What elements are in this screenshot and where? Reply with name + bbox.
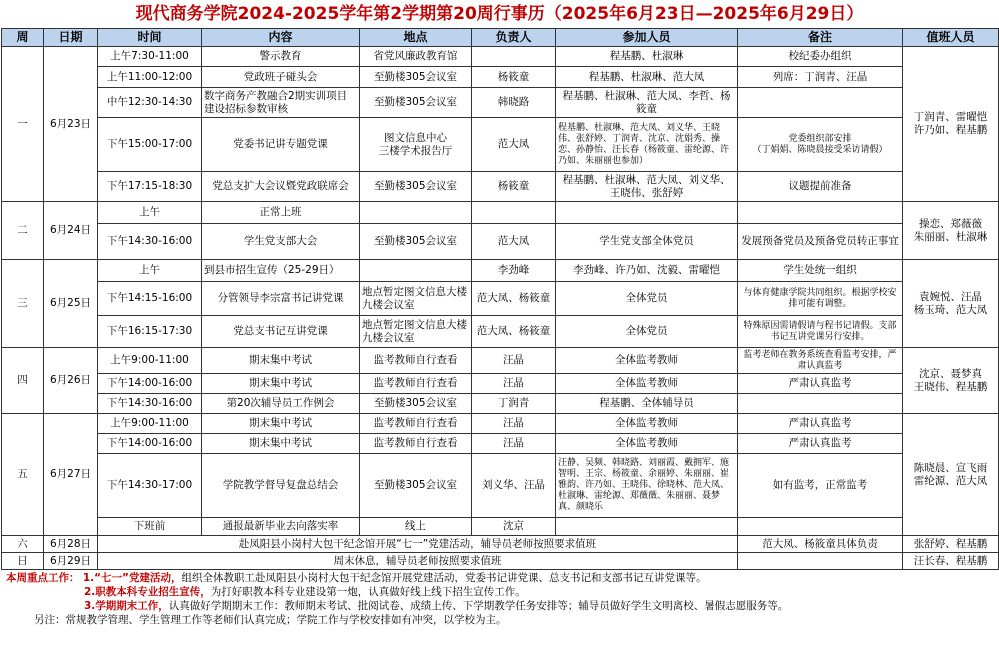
place-cell: 至勤楼305会议室 [360,394,472,414]
focus-item-2-body: 为打好职教本科专业建设第一炮，认真做好线上线下招生宣传工作。 [210,586,526,598]
content-cell: 分管领导李宗富书记讲党课 [202,282,360,316]
weekday-cell: 四 [2,348,44,414]
content-cell: 通报最新毕业去向落实率 [202,518,360,536]
note-cell: 如有监考，正常监考 [738,454,903,518]
time-cell: 下午14:30-16:00 [98,394,202,414]
people-cell: 李劲峰、许乃如、沈毅、雷曜恺 [556,260,738,282]
header-duty: 值班人员 [903,29,999,47]
note-cell: 严肃认真监考 [738,374,903,394]
weekly-focus-notes [0,571,999,627]
people-cell: 程基鹏、杜淑琳、范大凤 [556,67,738,88]
owner-cell: 韩晓路 [472,88,556,118]
table-row [2,172,999,202]
time-cell: 下班前 [98,518,202,536]
note-cell: 校纪委办组织 [738,47,903,67]
time-cell: 下午14:30-16:00 [98,224,202,260]
table-row [2,374,999,394]
people-cell: 程基鹏、杜淑琳、范大凤、李哲、杨筱童 [556,88,738,118]
span-cell: 周末休息，辅导员老师按照要求值班 [98,553,738,570]
time-cell: 上午11:00-12:00 [98,67,202,88]
place-cell: 线上 [360,518,472,536]
owner-cell [472,202,556,224]
people-cell: 全体监考教师 [556,348,738,374]
table-row [2,88,999,118]
place-cell: 至勤楼305会议室 [360,454,472,518]
duty-cell: 袁婉悦、汪晶 杨玉琦、范大凤 [903,260,999,348]
duty-cell: 丁润青、雷曜恺 许乃如、程基鹏 [903,47,999,202]
place-cell: 图文信息中心 三楼学术报告厅 [360,118,472,172]
table-row [2,434,999,454]
table-row [2,454,999,518]
weekday-cell: 三 [2,260,44,348]
owner-cell [472,47,556,67]
time-cell: 上午9:00-11:00 [98,348,202,374]
table-row [2,47,999,67]
other-note: 另注：常规教学管理、学生管理工作等老师们认真完成；学院工作与学校安排如有冲突，以学校为主。 [34,614,507,626]
note-cell: 学生处统一组织 [738,260,903,282]
note-cell: 特殊原因需请假请与程书记请假。支部书记互讲党课另行安排。 [738,316,903,348]
table-row [2,282,999,316]
place-cell: 监考教师自行查看 [360,414,472,434]
content-cell: 正常上班 [202,202,360,224]
note-cell [738,394,903,414]
duty-cell: 张舒婷、程基鹏 [903,536,999,553]
content-cell: 党总支书记互讲党课 [202,316,360,348]
time-cell: 下午14:00-16:00 [98,434,202,454]
time-cell: 下午14:30-17:00 [98,454,202,518]
people-cell: 全体党员 [556,316,738,348]
owner-cell: 汪晶 [472,434,556,454]
note-cell: 与体育健康学院共同组织。根据学校安排可能有调整。 [738,282,903,316]
people-cell: 程基鹏、杜淑琳、范大凤、刘义华、王晓伟、张舒婷 [556,172,738,202]
date-cell: 6月24日 [44,202,98,260]
schedule-table [1,28,999,570]
header-time: 时间 [98,29,202,47]
table-row [2,260,999,282]
owner-cell: 丁润青 [472,394,556,414]
time-cell: 上午7:30-11:00 [98,47,202,67]
owner-cell: 汪晶 [472,374,556,394]
place-cell: 地点暂定图文信息大楼九楼会议室 [360,282,472,316]
time-cell: 上午9:00-11:00 [98,414,202,434]
duty-cell: 沈京、聂梦真 王晓伟、程基鹏 [903,348,999,414]
note-cell: 监考老师在教务系统查看监考安排，严肃认真监考 [738,348,903,374]
table-row [2,536,999,553]
table-row [2,67,999,88]
table-row [2,118,999,172]
place-cell: 省党风廉政教育馆 [360,47,472,67]
content-cell: 党委书记讲专题党课 [202,118,360,172]
weekday-cell: 六 [2,536,44,553]
owner-cell: 汪晶 [472,348,556,374]
table-row [2,414,999,434]
owner-cell: 范大凤 [472,224,556,260]
owner-cell: 杨筱童 [472,67,556,88]
note-cell [738,202,903,224]
place-cell [360,202,472,224]
weekday-cell: 一 [2,47,44,202]
duty-cell: 陈晓晨、宣飞雨 雷纶源、范大凤 [903,414,999,536]
header-people: 参加人员 [556,29,738,47]
focus-item-2 [6,585,999,599]
header-content: 内容 [202,29,360,47]
content-cell: 学院教学督导复盘总结会 [202,454,360,518]
weekday-cell: 五 [2,414,44,536]
focus-label: 本周重点工作： [6,572,80,584]
header-week: 周 [2,29,44,47]
content-cell: 党政班子碰头会 [202,67,360,88]
date-cell: 6月23日 [44,47,98,202]
place-cell: 至勤楼305会议室 [360,88,472,118]
owner-cell: 杨筱童 [472,172,556,202]
people-cell: 全体监考教师 [556,374,738,394]
note-cell: 范大凤、杨筱童具体负责 [738,536,903,553]
table-row [2,394,999,414]
note-cell [738,518,903,536]
owner-cell: 范大凤 [472,118,556,172]
content-cell: 党总支扩大会议暨党政联席会 [202,172,360,202]
content-cell: 学生党支部大会 [202,224,360,260]
header-owner: 负责人 [472,29,556,47]
place-cell: 监考教师自行查看 [360,434,472,454]
table-row [2,202,999,224]
people-cell: 全体监考教师 [556,414,738,434]
focus-item-1-head: 1.“七一”党建活动， [82,572,182,584]
note-cell [738,88,903,118]
content-cell: 数字商务产教融合2期实训项目建设招标参数审核 [202,88,360,118]
place-cell: 监考教师自行查看 [360,348,472,374]
time-cell: 下午14:15-16:00 [98,282,202,316]
header-row [2,29,999,47]
owner-cell: 汪晶 [472,414,556,434]
content-cell: 第20次辅导员工作例会 [202,394,360,414]
date-cell: 6月29日 [44,553,98,570]
time-cell: 下午14:00-16:00 [98,374,202,394]
page-title: 现代商务学院2024-2025学年第2学期第20周行事历（2025年6月23日—2025年6月29日） [135,4,864,24]
people-cell: 程基鹏、杜淑琳 [556,47,738,67]
people-cell: 汪静、吴频、韩晓路、刘丽霞、戴拥军、施智明、王宗、杨筱童、余丽婷、朱丽丽、崔雅韵、许乃如、王晓伟、徐晓林、范大凤、杜淑琳、雷纶源、郑薇薇、朱丽丽、聂梦真、颜晓乐 [556,454,738,518]
date-cell: 6月25日 [44,260,98,348]
focus-item-3-body: 认真做好学期期末工作：教师期末考试、批阅试卷、成绩上传、下学期教学任务安排等；辅导员做好学生文明离校、暑假志愿服务等。 [168,600,789,612]
note-cell: 议题提前准备 [738,172,903,202]
note-cell: 严肃认真监考 [738,434,903,454]
people-cell: 全体党员 [556,282,738,316]
people-cell: 程基鹏、全体辅导员 [556,394,738,414]
table-row [2,518,999,536]
note-cell: 党委组织部安排 （丁娟娟、陈晓晨接受采访请假） [738,118,903,172]
note-cell: 严肃认真监考 [738,414,903,434]
content-cell: 警示教育 [202,47,360,67]
date-cell: 6月26日 [44,348,98,414]
content-cell: 期末集中考试 [202,374,360,394]
duty-cell: 汪长春、程基鹏 [903,553,999,570]
time-cell: 上午 [98,260,202,282]
people-cell: 全体监考教师 [556,434,738,454]
people-cell: 学生党支部全体党员 [556,224,738,260]
note-cell: 发展预备党员及预备党员转正事宜 [738,224,903,260]
duty-cell: 操恋、郑薇薇 朱丽丽、杜淑琳 [903,202,999,260]
header-date: 日期 [44,29,98,47]
weekday-cell: 日 [2,553,44,570]
owner-cell: 刘义华、汪晶 [472,454,556,518]
table-row [2,224,999,260]
content-cell: 到县市招生宣传（25-29日） [202,260,360,282]
focus-item-2-head: 2.职教本科专业招生宣传， [84,586,211,598]
owner-cell: 范大凤、杨筱童 [472,282,556,316]
time-cell: 中午12:30-14:30 [98,88,202,118]
focus-item-1 [6,571,999,585]
people-cell [556,202,738,224]
time-cell: 上午 [98,202,202,224]
place-cell: 至勤楼305会议室 [360,224,472,260]
table-row [2,348,999,374]
owner-cell: 李劲峰 [472,260,556,282]
place-cell: 监考教师自行查看 [360,374,472,394]
owner-cell: 沈京 [472,518,556,536]
note-cell: 列席：丁润青、汪晶 [738,67,903,88]
place-cell: 至勤楼305会议室 [360,172,472,202]
people-cell: 程基鹏、杜淑琳、范大凤、刘义华、王晓伟、张舒婷、丁润青、沈京、沈娟秀、操恋、孙静怡、汪长春（杨筱童、雷纶源、许乃如、朱丽丽也参加） [556,118,738,172]
content-cell: 期末集中考试 [202,434,360,454]
date-cell: 6月27日 [44,414,98,536]
header-note: 备注 [738,29,903,47]
note-cell [738,553,903,570]
focus-item-3-head: 3.学期期末工作， [84,600,169,612]
time-cell: 下午16:15-17:30 [98,316,202,348]
time-cell: 下午15:00-17:00 [98,118,202,172]
date-cell: 6月28日 [44,536,98,553]
people-cell [556,518,738,536]
content-cell: 期末集中考试 [202,348,360,374]
table-row [2,553,999,570]
header-place: 地点 [360,29,472,47]
place-cell: 至勤楼305会议室 [360,67,472,88]
span-cell: 赴凤阳县小岗村大包干纪念馆开展“七一”党建活动，辅导员老师按照要求值班 [98,536,738,553]
table-row [2,316,999,348]
place-cell [360,260,472,282]
focus-item-1-body: 组织全体教职工赴凤阳县小岗村大包干纪念馆开展党建活动，党委书记讲党课、总支书记和支部书记互讲党课等。 [181,572,707,584]
content-cell: 期末集中考试 [202,414,360,434]
focus-item-3 [6,599,999,613]
owner-cell: 范大凤、杨筱童 [472,316,556,348]
place-cell: 地点暂定图文信息大楼九楼会议室 [360,316,472,348]
weekday-cell: 二 [2,202,44,260]
time-cell: 下午17:15-18:30 [98,172,202,202]
